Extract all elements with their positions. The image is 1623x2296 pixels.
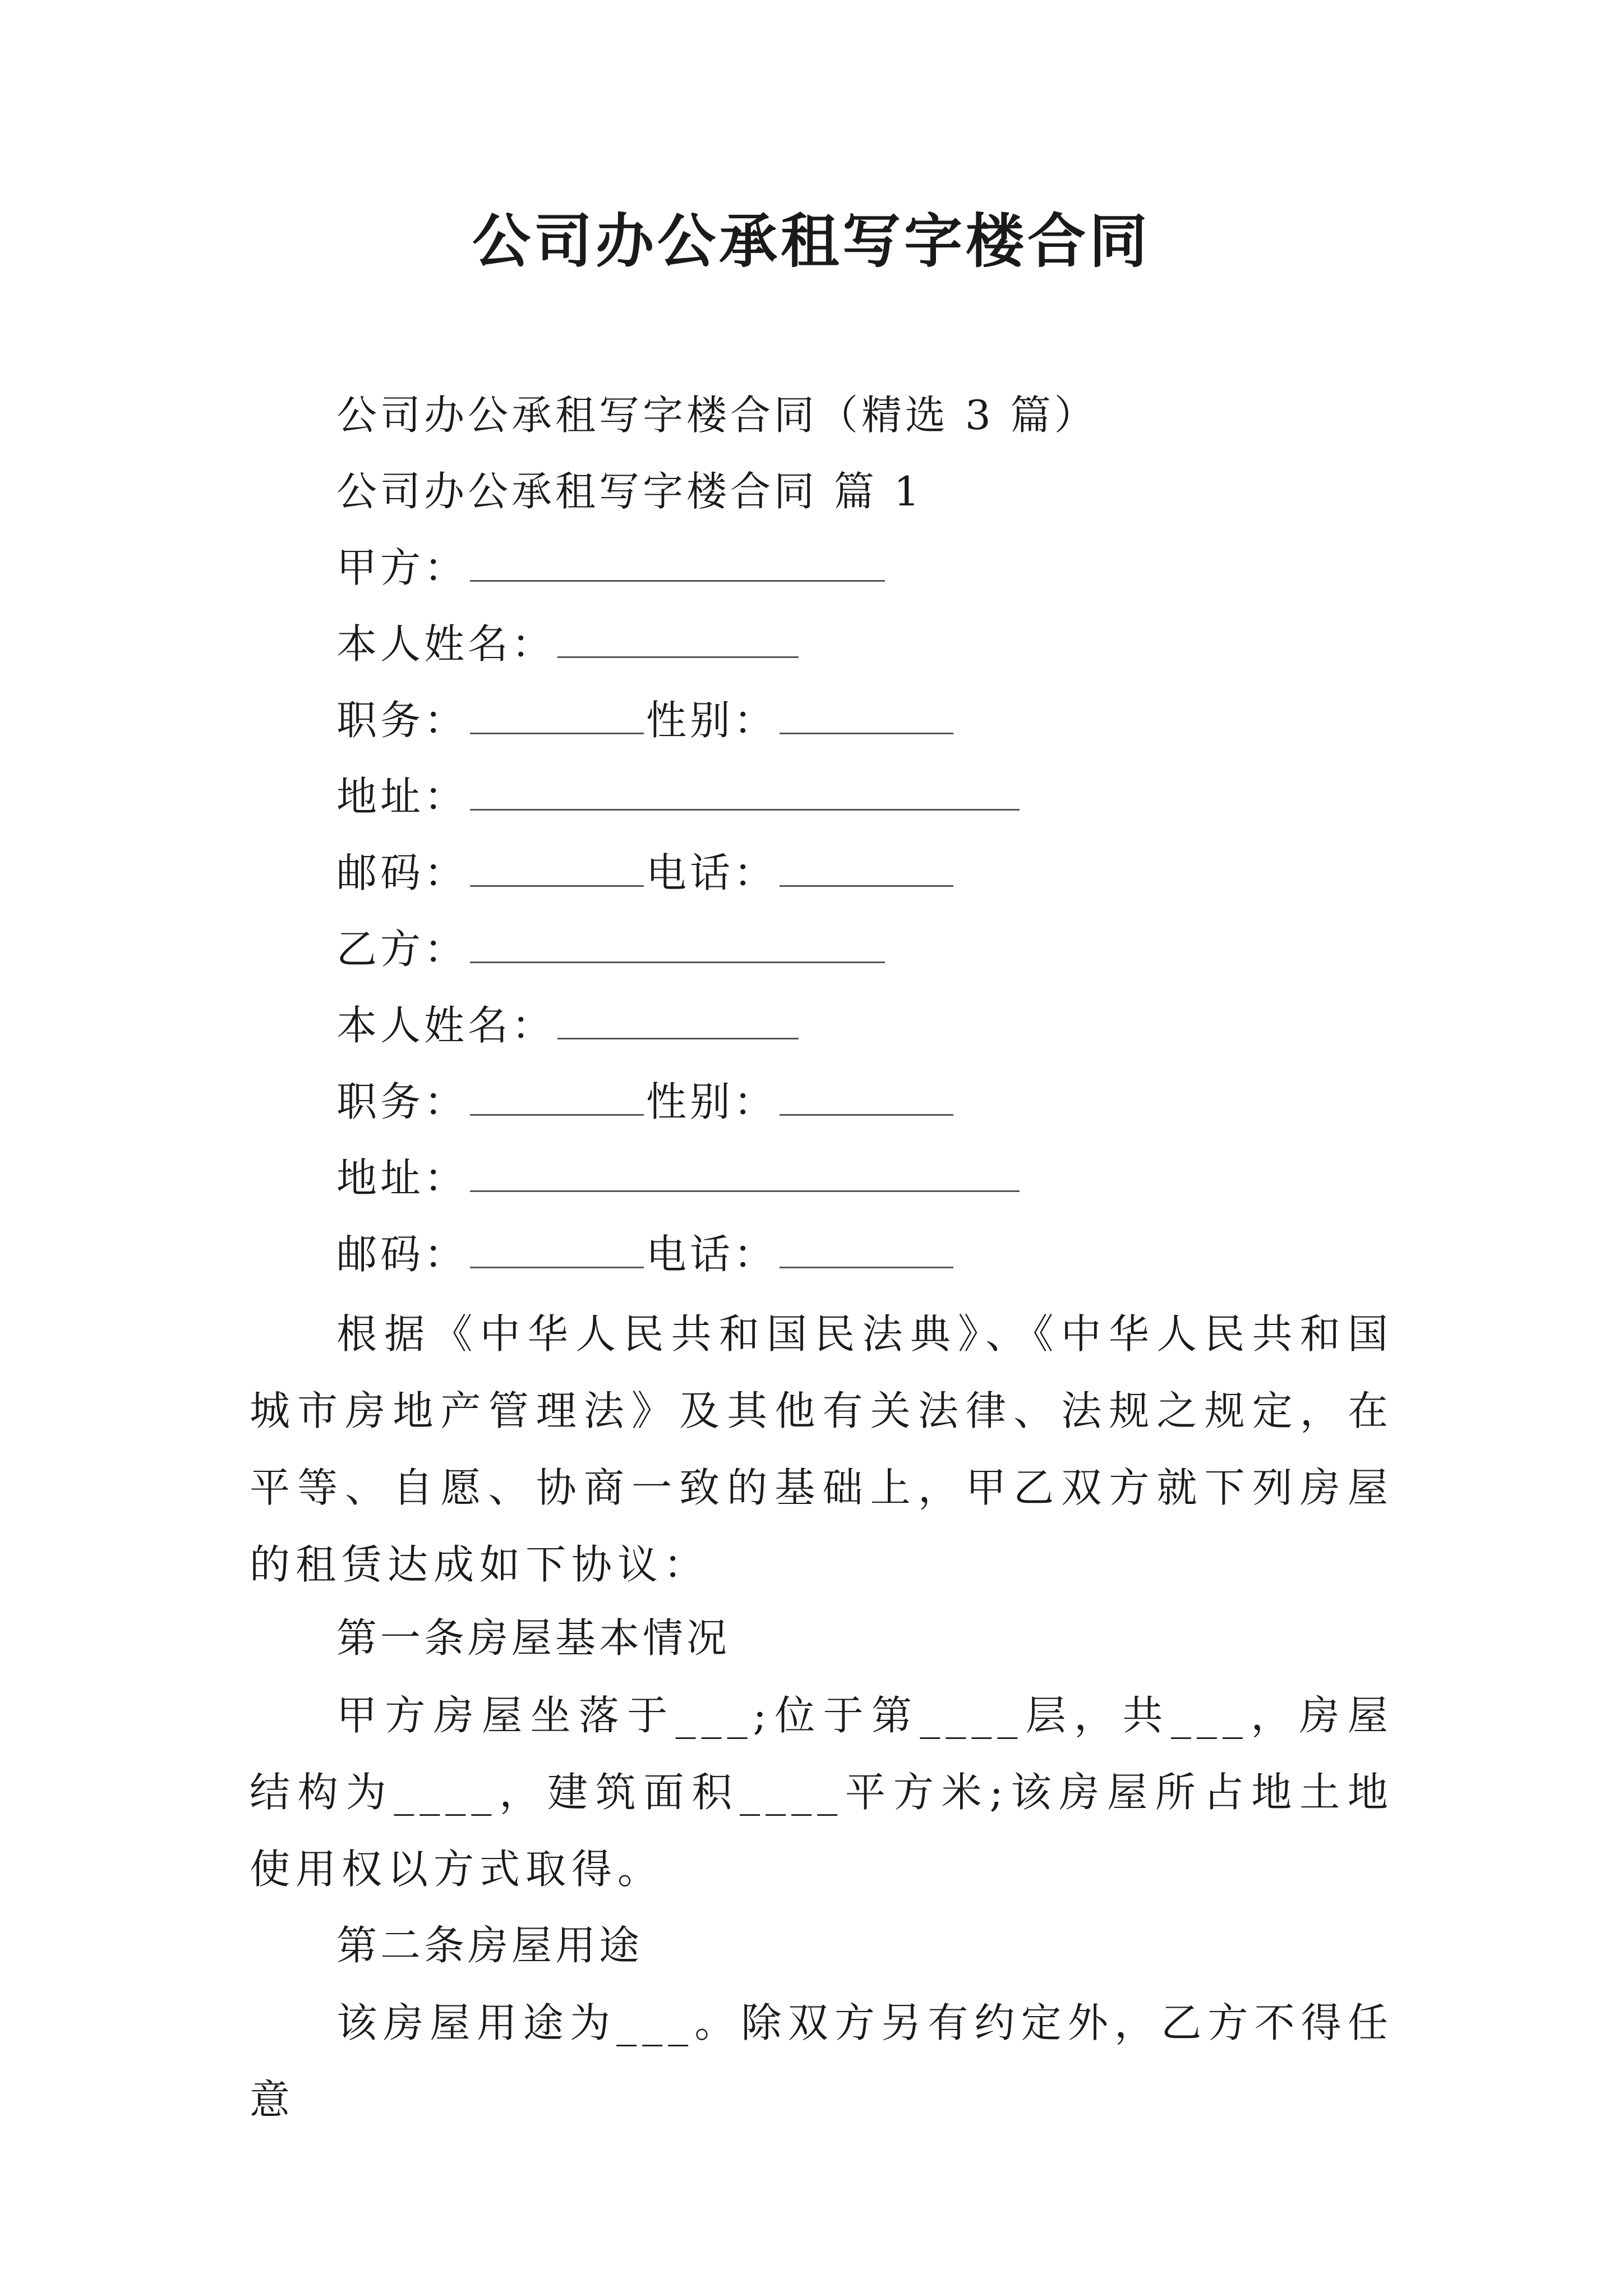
party-b-phone-label: 电话： <box>646 1231 778 1278</box>
party-a-blank <box>470 543 885 582</box>
party-a-name-label: 本人姓名： <box>336 620 556 668</box>
article-2-text: 该房屋用途为___。除双方另有约定外，乙方不得任意 <box>250 1999 1394 2123</box>
party-a-name-blank <box>557 619 799 658</box>
party-b-name-label: 本人姓名： <box>336 1002 556 1049</box>
document-title: 公司办公承租写字楼合同 <box>472 206 1151 275</box>
party-a-postcode-row <box>336 845 956 901</box>
party-b-name-row <box>336 997 801 1053</box>
party-a-address-blank <box>470 772 1020 811</box>
article-1-text: 甲方房屋坐落于___;位于第____层，共___，房屋结构为____，建筑面积____平方米;该房屋所占地土地使用权以方式取得。 <box>250 1692 1394 1893</box>
article-2-heading: 第二条房屋用途 <box>336 1922 643 1969</box>
party-a-postcode-label: 邮码： <box>336 849 468 896</box>
article-1-heading: 第一条房屋基本情况 <box>336 1614 731 1662</box>
party-a-name-row <box>336 616 801 672</box>
party-a-position-label: 职务： <box>336 697 468 744</box>
party-b-postcode-blank <box>470 1230 644 1268</box>
party-b-postcode-row <box>336 1226 956 1282</box>
party-b-name-blank <box>557 1001 799 1039</box>
party-a-position-blank <box>470 696 644 734</box>
party-a-phone-blank <box>780 848 953 887</box>
party-b-address-label: 地址： <box>336 1154 468 1202</box>
party-b-position-blank <box>470 1077 644 1116</box>
party-a-row <box>336 540 887 596</box>
document-subtitle: 公司办公承租写字楼合同（精选 3 篇） <box>336 392 1098 439</box>
party-a-label: 甲方： <box>336 544 468 591</box>
party-b-address-blank <box>470 1153 1020 1192</box>
party-b-position-row <box>336 1074 956 1130</box>
intro-paragraph: 根据《中华人民共和国民法典》、《中华人民共和国城市房地产管理法》及其他有关法律、法规之规定，在平等、自愿、协商一致的基础上，甲乙双方就下列房屋的租赁达成如下协议： <box>250 1310 1394 1588</box>
party-b-label: 乙方： <box>336 926 468 973</box>
party-a-position-row <box>336 692 956 748</box>
party-a-address-row <box>336 769 1022 825</box>
party-b-phone-blank <box>780 1230 953 1268</box>
party-b-position-label: 职务： <box>336 1078 468 1125</box>
party-b-blank <box>470 924 885 963</box>
party-b-gender-blank <box>780 1077 953 1116</box>
party-a-phone-label: 电话： <box>646 849 778 896</box>
party-a-gender-label: 性别： <box>646 697 778 744</box>
party-a-postcode-blank <box>470 848 644 887</box>
party-a-address-label: 地址： <box>336 773 468 820</box>
party-b-address-row <box>336 1150 1022 1206</box>
party-b-gender-label: 性别： <box>646 1078 778 1125</box>
party-b-postcode-label: 邮码： <box>336 1231 468 1278</box>
party-b-row <box>336 921 887 977</box>
section-heading: 公司办公承租写字楼合同 篇 1 <box>336 468 923 515</box>
party-a-gender-blank <box>780 696 953 734</box>
